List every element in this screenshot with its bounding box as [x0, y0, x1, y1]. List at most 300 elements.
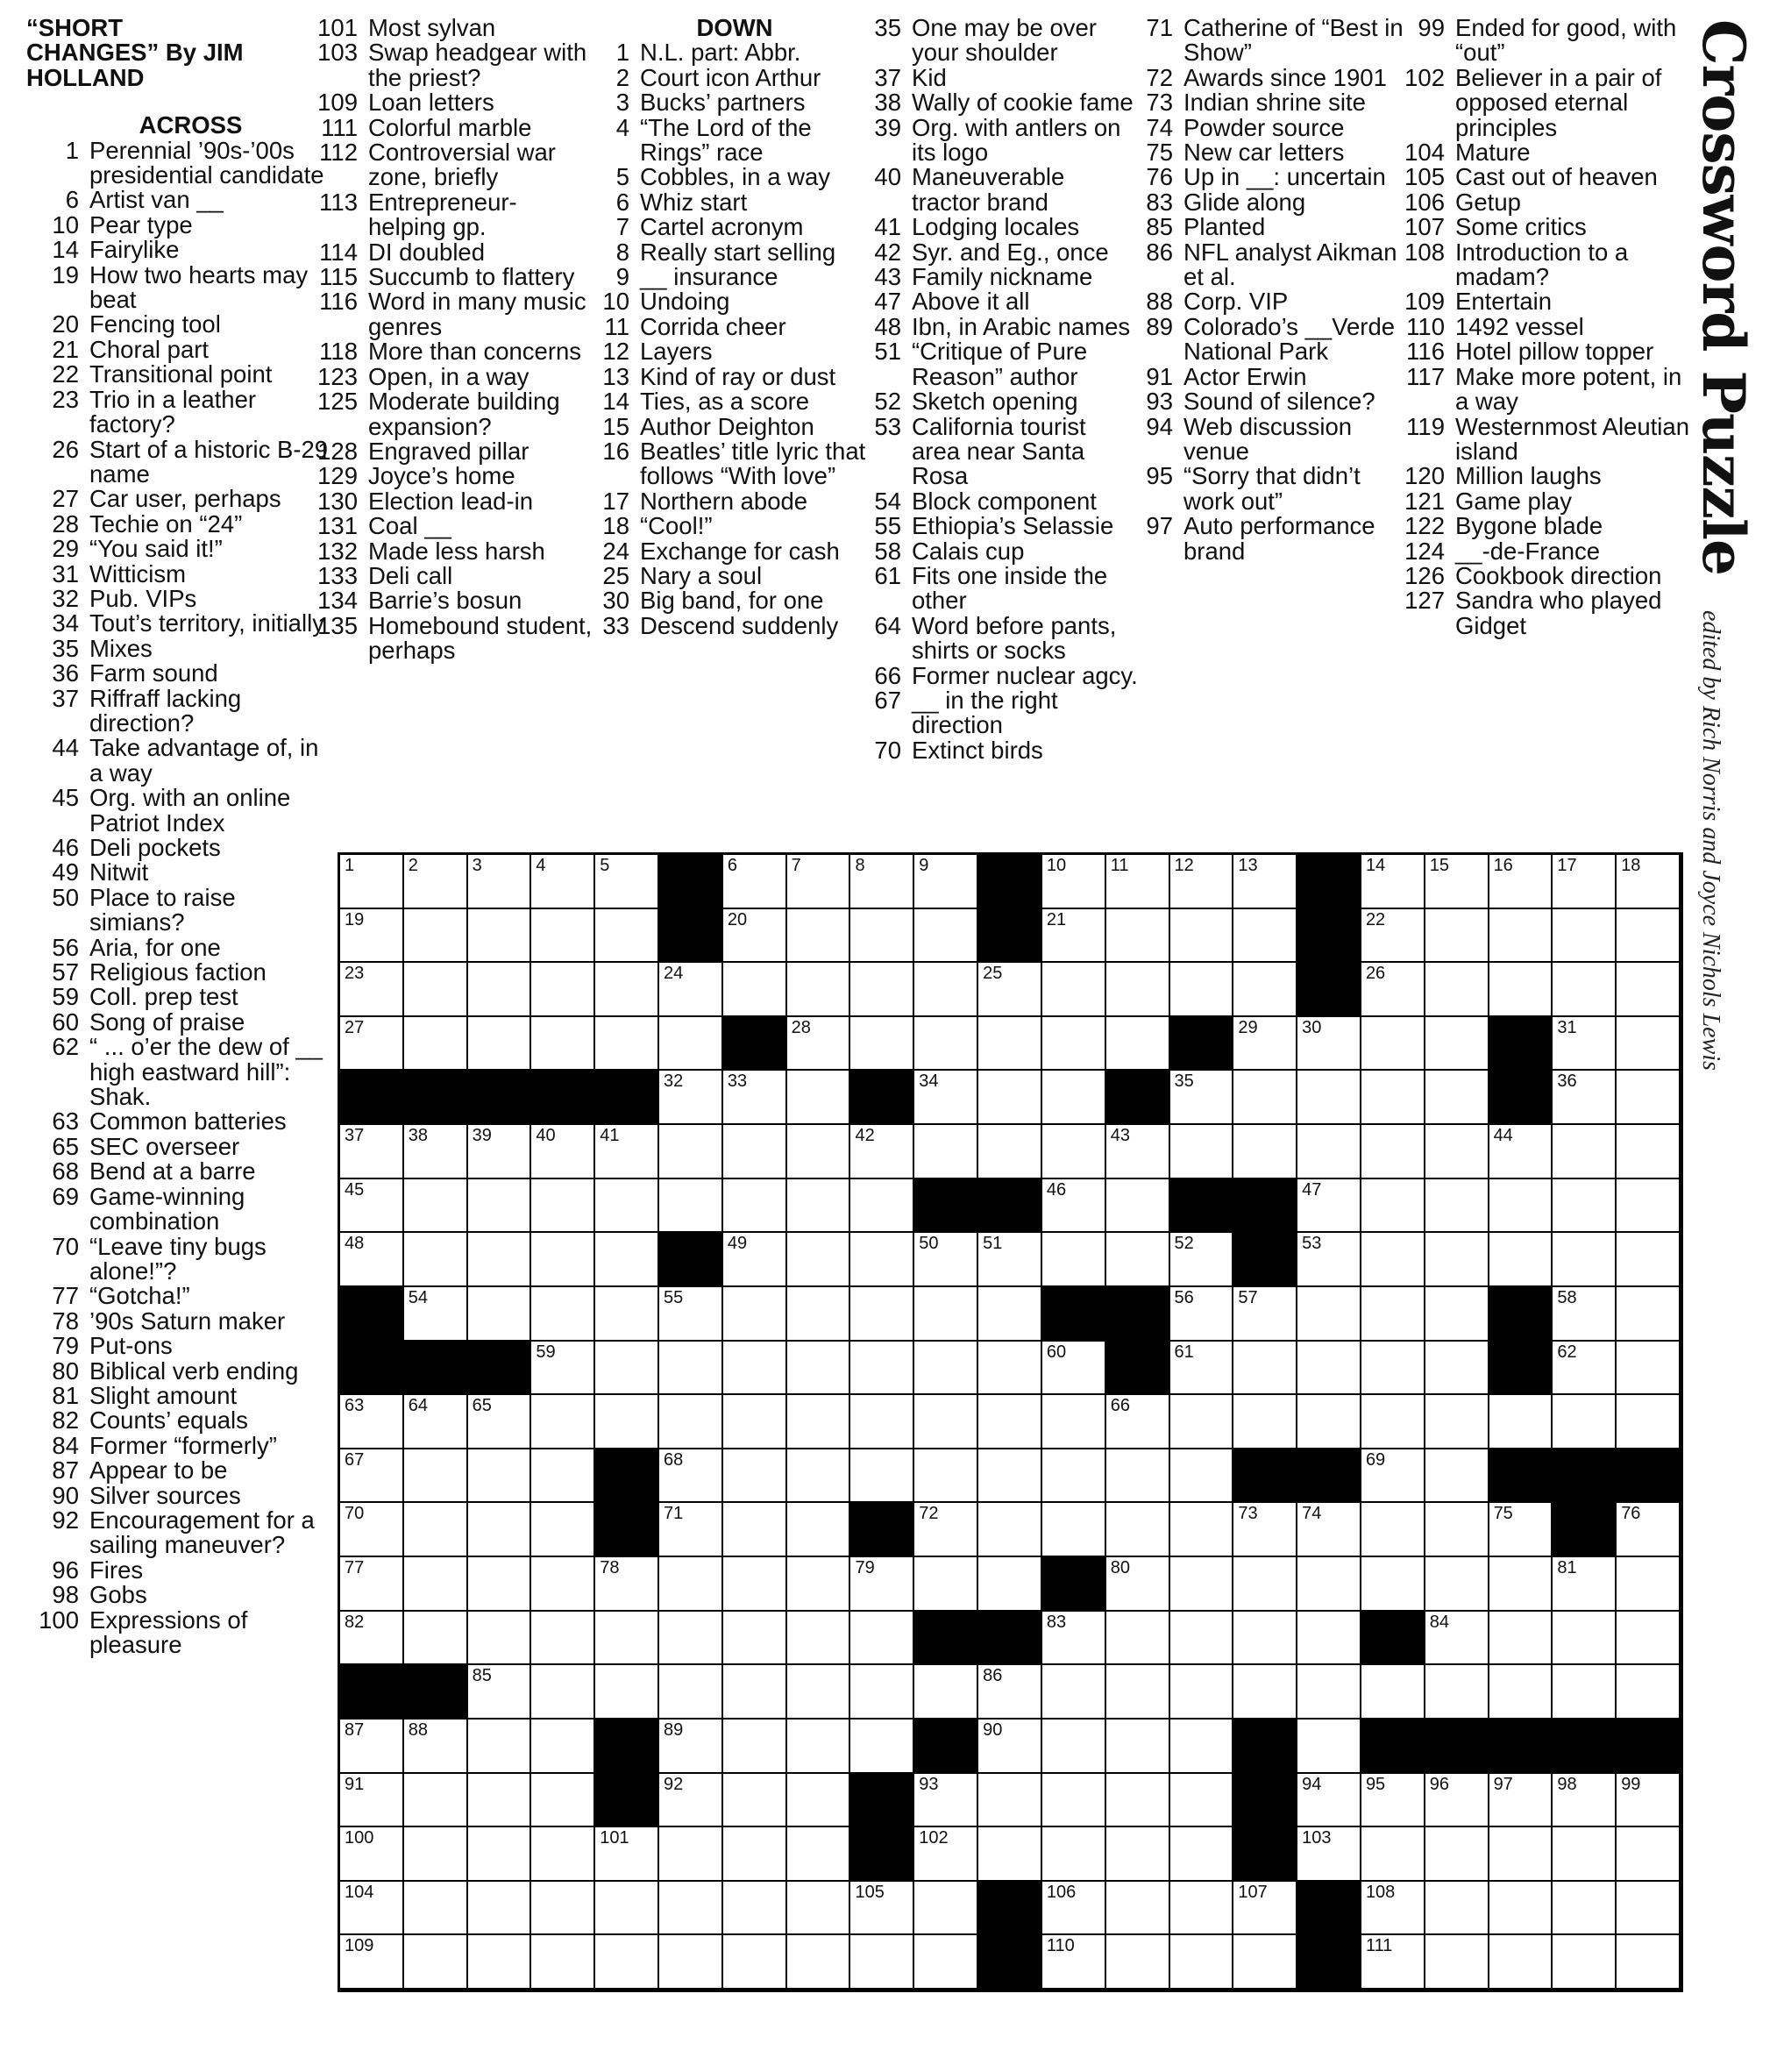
grid-cell[interactable]: [1233, 963, 1297, 1017]
grid-cell[interactable]: [404, 1395, 468, 1449]
grid-cell[interactable]: [1233, 1665, 1297, 1720]
grid-cell[interactable]: [1297, 1395, 1361, 1449]
grid-cell[interactable]: [1361, 1774, 1425, 1828]
grid-cell[interactable]: [1170, 1071, 1234, 1125]
grid-cell[interactable]: [659, 1342, 723, 1396]
grid-cell[interactable]: [404, 1017, 468, 1072]
grid-cell[interactable]: [787, 1395, 851, 1449]
grid-cell[interactable]: [659, 1935, 723, 1990]
grid-cell[interactable]: [1617, 1827, 1681, 1882]
grid-cell[interactable]: [659, 1395, 723, 1449]
grid-cell[interactable]: [531, 1233, 595, 1287]
grid-cell[interactable]: [1042, 1017, 1106, 1072]
grid-cell[interactable]: [340, 1449, 404, 1504]
grid-cell[interactable]: [723, 1935, 787, 1990]
grid-cell[interactable]: [1361, 1449, 1425, 1504]
grid-cell[interactable]: [595, 1935, 659, 1990]
grid-cell[interactable]: [1425, 1882, 1489, 1936]
grid-cell[interactable]: [1617, 963, 1681, 1017]
grid-cell[interactable]: [1425, 963, 1489, 1017]
grid-cell[interactable]: [468, 1449, 532, 1504]
grid-cell[interactable]: [595, 1342, 659, 1396]
grid-cell[interactable]: [531, 1774, 595, 1828]
grid-cell[interactable]: [1425, 1233, 1489, 1287]
grid-cell[interactable]: [1617, 1503, 1681, 1557]
grid-cell[interactable]: [723, 909, 787, 964]
grid-cell[interactable]: [404, 1125, 468, 1179]
grid-cell[interactable]: [1489, 1612, 1553, 1666]
grid-cell[interactable]: [850, 1233, 914, 1287]
grid-cell[interactable]: [1106, 963, 1170, 1017]
grid-cell[interactable]: [1489, 1395, 1553, 1449]
grid-cell[interactable]: [723, 1287, 787, 1342]
grid-cell[interactable]: [595, 1557, 659, 1612]
grid-cell[interactable]: [340, 963, 404, 1017]
grid-cell[interactable]: [914, 1071, 978, 1125]
grid-cell[interactable]: [659, 1612, 723, 1666]
grid-cell[interactable]: [1042, 1827, 1106, 1882]
grid-cell[interactable]: [531, 1720, 595, 1774]
grid-cell[interactable]: [1617, 1342, 1681, 1396]
grid-cell[interactable]: [1233, 909, 1297, 964]
grid-cell[interactable]: [340, 1395, 404, 1449]
grid-cell[interactable]: [1553, 1233, 1617, 1287]
grid-cell[interactable]: [850, 1882, 914, 1936]
grid-cell[interactable]: [1233, 1342, 1297, 1396]
grid-cell[interactable]: [914, 1342, 978, 1396]
grid-cell[interactable]: [978, 1503, 1042, 1557]
grid-cell[interactable]: [340, 1935, 404, 1990]
grid-cell[interactable]: [340, 855, 404, 909]
grid-cell[interactable]: [531, 1882, 595, 1936]
grid-cell[interactable]: [914, 1882, 978, 1936]
grid-cell[interactable]: [1106, 1017, 1170, 1072]
grid-cell[interactable]: [978, 1720, 1042, 1774]
grid-cell[interactable]: [914, 1774, 978, 1828]
grid-cell[interactable]: [914, 1827, 978, 1882]
grid-cell[interactable]: [1233, 1503, 1297, 1557]
grid-cell[interactable]: [1170, 1774, 1234, 1828]
grid-cell[interactable]: [531, 1503, 595, 1557]
grid-cell[interactable]: [978, 1665, 1042, 1720]
grid-cell[interactable]: [850, 1935, 914, 1990]
grid-cell[interactable]: [723, 1233, 787, 1287]
grid-cell[interactable]: [1106, 855, 1170, 909]
grid-cell[interactable]: [787, 1017, 851, 1072]
grid-cell[interactable]: [787, 1449, 851, 1504]
grid-cell[interactable]: [468, 1612, 532, 1666]
grid-cell[interactable]: [1553, 1125, 1617, 1179]
grid-cell[interactable]: [1170, 1935, 1234, 1990]
grid-cell[interactable]: [1233, 1017, 1297, 1072]
grid-cell[interactable]: [1297, 1017, 1361, 1072]
grid-cell[interactable]: [1170, 909, 1234, 964]
grid-cell[interactable]: [595, 909, 659, 964]
grid-cell[interactable]: [1106, 1882, 1170, 1936]
grid-cell[interactable]: [1489, 1503, 1553, 1557]
grid-cell[interactable]: [468, 1720, 532, 1774]
grid-cell[interactable]: [1361, 1557, 1425, 1612]
grid-cell[interactable]: [1297, 1503, 1361, 1557]
grid-cell[interactable]: [404, 1233, 468, 1287]
grid-cell[interactable]: [1489, 1774, 1553, 1828]
grid-cell[interactable]: [340, 1612, 404, 1666]
grid-cell[interactable]: [1617, 1017, 1681, 1072]
grid-cell[interactable]: [1489, 1557, 1553, 1612]
grid-cell[interactable]: [1425, 1935, 1489, 1990]
grid-cell[interactable]: [1297, 1612, 1361, 1666]
grid-cell[interactable]: [850, 855, 914, 909]
grid-cell[interactable]: [659, 1557, 723, 1612]
grid-cell[interactable]: [978, 1395, 1042, 1449]
grid-cell[interactable]: [531, 855, 595, 909]
grid-cell[interactable]: [850, 1449, 914, 1504]
grid-cell[interactable]: [1361, 1071, 1425, 1125]
grid-cell[interactable]: [978, 1287, 1042, 1342]
grid-cell[interactable]: [1425, 1071, 1489, 1125]
grid-cell[interactable]: [850, 1665, 914, 1720]
grid-cell[interactable]: [1361, 909, 1425, 964]
grid-cell[interactable]: [1425, 1612, 1489, 1666]
grid-cell[interactable]: [787, 1179, 851, 1234]
grid-cell[interactable]: [1425, 1287, 1489, 1342]
grid-cell[interactable]: [659, 1125, 723, 1179]
grid-cell[interactable]: [1170, 1665, 1234, 1720]
grid-cell[interactable]: [468, 1233, 532, 1287]
grid-cell[interactable]: [850, 1557, 914, 1612]
grid-cell[interactable]: [1361, 1125, 1425, 1179]
grid-cell[interactable]: [468, 1179, 532, 1234]
grid-cell[interactable]: [404, 1774, 468, 1828]
grid-cell[interactable]: [1425, 1342, 1489, 1396]
grid-cell[interactable]: [914, 1557, 978, 1612]
grid-cell[interactable]: [404, 855, 468, 909]
grid-cell[interactable]: [787, 1557, 851, 1612]
grid-cell[interactable]: [1233, 1612, 1297, 1666]
grid-cell[interactable]: [404, 1827, 468, 1882]
grid-cell[interactable]: [723, 1720, 787, 1774]
grid-cell[interactable]: [1233, 855, 1297, 909]
grid-cell[interactable]: [787, 1287, 851, 1342]
grid-cell[interactable]: [468, 1125, 532, 1179]
grid-cell[interactable]: [659, 1827, 723, 1882]
grid-cell[interactable]: [595, 963, 659, 1017]
grid-cell[interactable]: [1425, 1125, 1489, 1179]
grid-cell[interactable]: [1042, 1935, 1106, 1990]
grid-cell[interactable]: [340, 1882, 404, 1936]
grid-cell[interactable]: [787, 1125, 851, 1179]
grid-cell[interactable]: [1425, 1449, 1489, 1504]
grid-cell[interactable]: [468, 963, 532, 1017]
grid-cell[interactable]: [531, 1287, 595, 1342]
grid-cell[interactable]: [1553, 1612, 1617, 1666]
grid-cell[interactable]: [1233, 1125, 1297, 1179]
grid-cell[interactable]: [1425, 855, 1489, 909]
grid-cell[interactable]: [1170, 1503, 1234, 1557]
grid-cell[interactable]: [1361, 963, 1425, 1017]
grid-cell[interactable]: [914, 963, 978, 1017]
grid-cell[interactable]: [1489, 909, 1553, 964]
grid-cell[interactable]: [1042, 1720, 1106, 1774]
grid-cell[interactable]: [978, 1017, 1042, 1072]
grid-cell[interactable]: [531, 1179, 595, 1234]
grid-cell[interactable]: [1425, 1395, 1489, 1449]
grid-cell[interactable]: [1361, 1287, 1425, 1342]
grid-cell[interactable]: [1042, 963, 1106, 1017]
grid-cell[interactable]: [1297, 1179, 1361, 1234]
grid-cell[interactable]: [723, 1179, 787, 1234]
grid-cell[interactable]: [978, 1449, 1042, 1504]
grid-cell[interactable]: [340, 1017, 404, 1072]
grid-cell[interactable]: [978, 963, 1042, 1017]
grid-cell[interactable]: [468, 1287, 532, 1342]
grid-cell[interactable]: [1233, 1935, 1297, 1990]
grid-cell[interactable]: [404, 1882, 468, 1936]
grid-cell[interactable]: [1489, 1827, 1553, 1882]
grid-cell[interactable]: [1553, 1557, 1617, 1612]
grid-cell[interactable]: [659, 1882, 723, 1936]
grid-cell[interactable]: [1297, 1827, 1361, 1882]
grid-cell[interactable]: [850, 1395, 914, 1449]
grid-cell[interactable]: [595, 1179, 659, 1234]
grid-cell[interactable]: [1170, 1827, 1234, 1882]
grid-cell[interactable]: [531, 1125, 595, 1179]
grid-cell[interactable]: [404, 1179, 468, 1234]
grid-cell[interactable]: [659, 1665, 723, 1720]
grid-cell[interactable]: [1233, 1882, 1297, 1936]
grid-cell[interactable]: [914, 1449, 978, 1504]
grid-cell[interactable]: [1553, 1827, 1617, 1882]
grid-cell[interactable]: [1297, 1720, 1361, 1774]
grid-cell[interactable]: [787, 1935, 851, 1990]
grid-cell[interactable]: [659, 1017, 723, 1072]
grid-cell[interactable]: [1553, 1665, 1617, 1720]
grid-cell[interactable]: [404, 1449, 468, 1504]
grid-cell[interactable]: [1425, 1179, 1489, 1234]
grid-cell[interactable]: [1617, 1882, 1681, 1936]
grid-cell[interactable]: [1617, 1557, 1681, 1612]
grid-cell[interactable]: [850, 909, 914, 964]
grid-cell[interactable]: [1170, 963, 1234, 1017]
grid-cell[interactable]: [659, 1449, 723, 1504]
grid-cell[interactable]: [1489, 855, 1553, 909]
grid-cell[interactable]: [1361, 1935, 1425, 1990]
grid-cell[interactable]: [1106, 1612, 1170, 1666]
grid-cell[interactable]: [1106, 1557, 1170, 1612]
grid-cell[interactable]: [1106, 1179, 1170, 1234]
grid-cell[interactable]: [531, 1935, 595, 1990]
grid-cell[interactable]: [1361, 1017, 1425, 1072]
grid-cell[interactable]: [1617, 1395, 1681, 1449]
grid-cell[interactable]: [1106, 1449, 1170, 1504]
grid-cell[interactable]: [914, 1935, 978, 1990]
grid-cell[interactable]: [468, 1665, 532, 1720]
grid-cell[interactable]: [1042, 855, 1106, 909]
grid-cell[interactable]: [1489, 963, 1553, 1017]
grid-cell[interactable]: [1170, 1612, 1234, 1666]
grid-cell[interactable]: [1106, 909, 1170, 964]
grid-cell[interactable]: [1617, 855, 1681, 909]
grid-cell[interactable]: [595, 1125, 659, 1179]
grid-cell[interactable]: [1297, 1233, 1361, 1287]
grid-cell[interactable]: [595, 1665, 659, 1720]
grid-cell[interactable]: [978, 1125, 1042, 1179]
grid-cell[interactable]: [850, 1179, 914, 1234]
grid-cell[interactable]: [1297, 1287, 1361, 1342]
grid-cell[interactable]: [659, 1720, 723, 1774]
grid-cell[interactable]: [787, 1720, 851, 1774]
grid-cell[interactable]: [468, 1017, 532, 1072]
grid-cell[interactable]: [1553, 909, 1617, 964]
grid-cell[interactable]: [468, 1557, 532, 1612]
grid-cell[interactable]: [595, 1287, 659, 1342]
grid-cell[interactable]: [914, 1125, 978, 1179]
grid-cell[interactable]: [340, 1774, 404, 1828]
grid-cell[interactable]: [1170, 1342, 1234, 1396]
grid-cell[interactable]: [787, 855, 851, 909]
grid-cell[interactable]: [531, 909, 595, 964]
grid-cell[interactable]: [1425, 1665, 1489, 1720]
grid-cell[interactable]: [723, 1342, 787, 1396]
grid-cell[interactable]: [1361, 855, 1425, 909]
grid-cell[interactable]: [468, 1827, 532, 1882]
grid-cell[interactable]: [468, 855, 532, 909]
grid-cell[interactable]: [787, 1071, 851, 1125]
grid-cell[interactable]: [1042, 1665, 1106, 1720]
grid-cell[interactable]: [468, 1395, 532, 1449]
grid-cell[interactable]: [1297, 1071, 1361, 1125]
grid-cell[interactable]: [1617, 1665, 1681, 1720]
grid-cell[interactable]: [787, 1612, 851, 1666]
grid-cell[interactable]: [787, 1342, 851, 1396]
grid-cell[interactable]: [787, 1503, 851, 1557]
grid-cell[interactable]: [404, 1503, 468, 1557]
grid-cell[interactable]: [1042, 1395, 1106, 1449]
grid-cell[interactable]: [1553, 1395, 1617, 1449]
grid-cell[interactable]: [659, 963, 723, 1017]
grid-cell[interactable]: [850, 1720, 914, 1774]
grid-cell[interactable]: [531, 1342, 595, 1396]
grid-cell[interactable]: [1297, 1342, 1361, 1396]
grid-cell[interactable]: [1361, 1827, 1425, 1882]
grid-cell[interactable]: [1617, 1287, 1681, 1342]
grid-cell[interactable]: [850, 1125, 914, 1179]
grid-cell[interactable]: [1489, 1179, 1553, 1234]
grid-cell[interactable]: [1106, 1395, 1170, 1449]
grid-cell[interactable]: [1361, 1503, 1425, 1557]
grid-cell[interactable]: [531, 1612, 595, 1666]
grid-cell[interactable]: [1042, 1125, 1106, 1179]
grid-cell[interactable]: [978, 1827, 1042, 1882]
grid-cell[interactable]: [595, 1233, 659, 1287]
grid-cell[interactable]: [595, 855, 659, 909]
grid-cell[interactable]: [1297, 1557, 1361, 1612]
grid-cell[interactable]: [978, 1342, 1042, 1396]
grid-cell[interactable]: [1106, 1827, 1170, 1882]
grid-cell[interactable]: [1553, 1342, 1617, 1396]
grid-cell[interactable]: [1297, 1774, 1361, 1828]
grid-cell[interactable]: [340, 1233, 404, 1287]
grid-cell[interactable]: [723, 1125, 787, 1179]
grid-cell[interactable]: [404, 1612, 468, 1666]
grid-cell[interactable]: [468, 1935, 532, 1990]
grid-cell[interactable]: [787, 1827, 851, 1882]
grid-cell[interactable]: [404, 909, 468, 964]
grid-cell[interactable]: [1553, 1882, 1617, 1936]
grid-cell[interactable]: [978, 1233, 1042, 1287]
grid-cell[interactable]: [914, 1665, 978, 1720]
grid-cell[interactable]: [1425, 1774, 1489, 1828]
grid-cell[interactable]: [1553, 1017, 1617, 1072]
grid-cell[interactable]: [787, 963, 851, 1017]
grid-cell[interactable]: [1617, 1233, 1681, 1287]
grid-cell[interactable]: [531, 1449, 595, 1504]
grid-cell[interactable]: [1170, 1233, 1234, 1287]
grid-cell[interactable]: [787, 909, 851, 964]
grid-cell[interactable]: [1170, 1557, 1234, 1612]
grid-cell[interactable]: [404, 1557, 468, 1612]
grid-cell[interactable]: [1042, 1342, 1106, 1396]
grid-cell[interactable]: [914, 855, 978, 909]
grid-cell[interactable]: [1425, 1557, 1489, 1612]
grid-cell[interactable]: [723, 963, 787, 1017]
grid-cell[interactable]: [787, 1882, 851, 1936]
grid-cell[interactable]: [723, 1449, 787, 1504]
grid-cell[interactable]: [723, 855, 787, 909]
grid-cell[interactable]: [340, 909, 404, 964]
grid-cell[interactable]: [1042, 909, 1106, 964]
grid-cell[interactable]: [659, 1179, 723, 1234]
grid-cell[interactable]: [1042, 1612, 1106, 1666]
grid-cell[interactable]: [595, 1612, 659, 1666]
grid-cell[interactable]: [1361, 1233, 1425, 1287]
grid-cell[interactable]: [1553, 1071, 1617, 1125]
grid-cell[interactable]: [340, 1720, 404, 1774]
grid-cell[interactable]: [404, 963, 468, 1017]
grid-cell[interactable]: [850, 1612, 914, 1666]
grid-cell[interactable]: [340, 1827, 404, 1882]
grid-cell[interactable]: [1170, 1125, 1234, 1179]
grid-cell[interactable]: [1617, 909, 1681, 964]
grid-cell[interactable]: [404, 1720, 468, 1774]
grid-cell[interactable]: [787, 1665, 851, 1720]
grid-cell[interactable]: [531, 1017, 595, 1072]
grid-cell[interactable]: [659, 1071, 723, 1125]
grid-cell[interactable]: [723, 1665, 787, 1720]
grid-cell[interactable]: [1617, 1774, 1681, 1828]
grid-cell[interactable]: [723, 1071, 787, 1125]
grid-cell[interactable]: [1489, 1125, 1553, 1179]
grid-cell[interactable]: [340, 1557, 404, 1612]
grid-cell[interactable]: [659, 1503, 723, 1557]
grid-cell[interactable]: [1170, 1720, 1234, 1774]
grid-cell[interactable]: [1170, 1882, 1234, 1936]
grid-cell[interactable]: [1170, 1287, 1234, 1342]
grid-cell[interactable]: [1361, 1665, 1425, 1720]
grid-cell[interactable]: [531, 1827, 595, 1882]
grid-cell[interactable]: [1170, 1449, 1234, 1504]
grid-cell[interactable]: [1489, 1935, 1553, 1990]
grid-cell[interactable]: [914, 1233, 978, 1287]
grid-cell[interactable]: [595, 1395, 659, 1449]
grid-cell[interactable]: [1425, 1503, 1489, 1557]
grid-cell[interactable]: [595, 1017, 659, 1072]
grid-cell[interactable]: [1617, 1935, 1681, 1990]
grid-cell[interactable]: [1042, 1233, 1106, 1287]
grid-cell[interactable]: [340, 1179, 404, 1234]
grid-cell[interactable]: [1170, 1395, 1234, 1449]
grid-cell[interactable]: [340, 1125, 404, 1179]
